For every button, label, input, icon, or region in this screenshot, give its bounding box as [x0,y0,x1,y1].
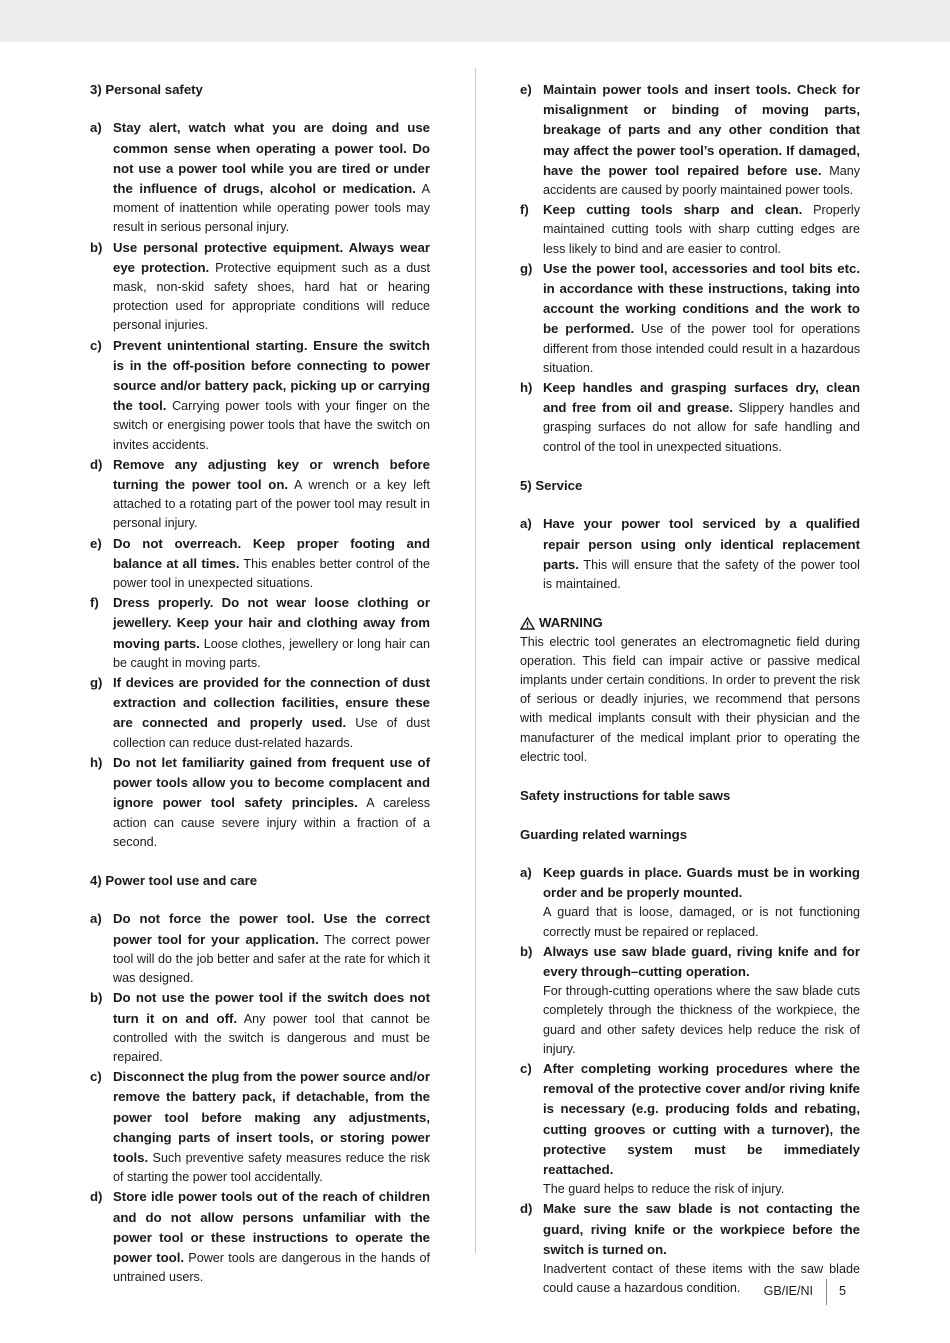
list-item [520,514,860,594]
list-item [90,118,430,237]
left-column [90,80,430,1287]
page-number: 5 [839,1284,846,1298]
column-divider [475,68,476,1253]
item-explanation: A guard that is loose, damaged, or is not functioning correctly must be repaired or replaced. [543,905,860,939]
item-body [543,378,860,457]
list-item [520,200,860,259]
item-body [113,1067,430,1187]
item-instruction: Disconnect the plug from the power source and/or remove the battery pack, if detachable, from the power tool before making any adjustments, changing parts of insert tools, or storing power tools. [113,1069,430,1165]
item-explanation: A careless action can cause severe injury within a fraction of a second. [113,796,430,849]
item-letter: e) [90,535,102,551]
item-body [113,238,430,336]
list-item [520,259,860,378]
item-body [543,1059,860,1199]
top-bar [0,0,950,42]
item-explanation: Such preventive safety measures reduce the risk of starting the power tool accidentally. [113,1150,431,1185]
power-tool-use-list [90,909,430,1287]
list-item [520,942,860,1059]
item-explanation: Carrying power tools with your finger on the switch or energising power tools that have the switch on invites accidents. [113,399,430,452]
list-item [90,593,430,673]
item-instruction: Do not overreach. Keep proper footing and balance at all times. [113,535,430,571]
section-heading-guarding: Guarding related warnings [520,826,688,842]
personal-safety-list [90,118,430,852]
item-instruction: If devices are provided for the connection of dust extraction and collection facilities, ensure these are connected and properly used. [113,675,430,731]
item-explanation: Properly maintained cutting tools with sharp cutting edges are less likely to bind and are easier to control. [543,203,861,256]
item-body [113,534,430,594]
item-body [543,514,860,594]
item-letter: a) [520,516,532,532]
item-instruction: Make sure the saw blade is not contacting the guard, riving knife or the workpiece before the switch is turned on. [543,1201,860,1257]
item-letter: f) [520,202,529,218]
warning-triangle-icon [520,617,535,630]
item-instruction: Do not force the power tool. Use the correct power tool for your application. [113,911,430,947]
list-item [520,80,860,200]
item-instruction: Do not use the power tool if the switch does not turn it on and off. [113,990,430,1026]
list-item [90,238,430,336]
item-letter: g) [520,260,533,276]
list-item [90,336,430,455]
section-heading-power-tool-use: 4) Power tool use and care [90,873,258,889]
item-explanation: A wrench or a key left attached to a rotating part of the power tool may result in personal injury. [113,478,430,531]
list-item [90,909,430,988]
item-instruction: Stay alert, watch what you are doing and use common sense when operating a power tool. Do not use a power tool while you are tired or under the influence of drugs, alcohol or medication. [113,120,430,196]
section-heading-table-saws: Safety instructions for table saws [520,788,731,804]
item-body [543,863,860,942]
item-body [113,1187,430,1287]
item-body [113,118,430,237]
item-instruction: Use the power tool, accessories and tool bits etc. in accordance with these instructions, taking into account the working conditions and the work to be performed. [543,260,860,337]
list-item [90,455,430,534]
item-letter: b) [90,239,103,255]
right-column [520,80,860,1299]
footer-divider [826,1279,827,1305]
item-instruction: Always use saw blade guard, riving knife and for every through–cutting operation. [543,943,860,980]
item-instruction: Prevent unintentional starting. Ensure the switch is in the off-position before connecting to power source and/or battery pack, picking up or carrying the tool. [113,337,430,414]
item-explanation: This enables better control of the power tool in unexpected situations. [113,556,430,591]
item-instruction: After completing working procedures where the removal of the protective cover and/or riving knife is necessary (e.g. producing folds and rebating, cutting grooves or cutting with a turnover), the protective system must be immediately reattached. [543,1061,860,1178]
item-instruction: Keep handles and grasping surfaces dry, clean and free from oil and grease. [543,380,860,416]
item-body [113,988,430,1067]
item-explanation: Inadvertent contact of these items with the saw blade could cause a hazardous condition. [543,1262,860,1296]
item-explanation: Use of dust collection can reduce dust-related hazards. [113,716,431,750]
item-explanation: Power tools are dangerous in the hands of untrained users. [113,1250,431,1285]
item-body [113,753,430,852]
item-explanation: The correct power tool will do the job better and safer at the rate for which it was designed. [113,932,430,986]
item-body [543,80,860,200]
warning-heading [520,613,860,632]
item-body [113,673,430,753]
item-body [543,259,860,378]
item-letter: a) [90,120,102,136]
item-explanation: Protective equipment such as a dust mask, non-skid safety shoes, hard hat or hearing protection used for appropriate conditions will reduce personal injuries. [113,260,430,333]
item-letter: e) [520,82,532,97]
section-heading-service: 5) Service [520,478,583,494]
item-instruction: Use personal protective equipment. Always wear eye protection. [113,239,430,275]
item-explanation: Use of the power tool for operations different from those intended could result in a hazardous situation. [543,322,861,375]
list-item [90,534,430,594]
item-instruction: Keep guards in place. Guards must be in working order and be properly mounted. [543,865,860,901]
item-explanation: Slippery handles and grasping surfaces do not allow for safe handling and control of the tool in unexpected situations. [543,401,861,454]
item-letter: h) [520,380,533,396]
item-letter: a) [90,911,102,927]
list-item [520,1059,860,1199]
item-body [113,336,430,455]
item-letter: d) [90,456,103,472]
item-instruction: Do not let familiarity gained from frequent use of power tools allow you to become complacent and ignore power tool safety principles. [113,754,430,811]
item-letter: c) [90,337,102,353]
item-letter: b) [90,990,103,1006]
guarding-list [520,863,860,1298]
list-item [90,1187,430,1287]
item-explanation: Any power tool that cannot be controlled with the switch is dangerous and must be repaired. [113,1011,430,1064]
power-tool-use-list-continued [520,80,860,457]
item-body [543,942,860,1059]
section-heading-personal-safety: 3) Personal safety [90,82,203,97]
item-instruction: Keep cutting tools sharp and clean. [543,202,803,218]
item-instruction: Have your power tool serviced by a qualified repair person using only identical replacement parts. [543,516,860,572]
list-item [520,863,860,942]
item-letter: d) [520,1201,533,1217]
item-letter: c) [90,1069,102,1085]
item-instruction: Store idle power tools out of the reach of children and do not allow persons unfamiliar with the power tool or these instructions to operate the power tool. [113,1189,430,1265]
item-body [113,909,430,988]
item-explanation: The guard helps to reduce the risk of injury. [543,1182,785,1197]
list-item [90,1067,430,1187]
item-letter: b) [520,943,533,959]
list-item [90,753,430,852]
item-body [113,455,430,534]
page-footer [720,1283,860,1303]
item-instruction: Maintain power tools and insert tools. Check for misalignment or binding of moving parts, breakage of parts and any other condition that may affect the power tool’s operation. If damaged, have the power tool repaired before use. [543,82,860,178]
warning-title: WARNING [539,615,603,631]
list-item [520,378,860,457]
item-explanation: Many accidents are caused by poorly maintained power tools. [543,163,861,198]
item-explanation: Loose clothes, jewellery or long hair can be caught in moving parts. [113,636,431,670]
list-item [90,988,430,1067]
item-explanation: This will ensure that the safety of the power tool is maintained. [543,557,860,592]
service-list [520,514,860,594]
item-body [113,593,430,673]
item-instruction: Remove any adjusting key or wrench before turning the power tool on. [113,456,430,493]
item-body [543,200,860,259]
list-item [90,673,430,753]
item-letter: f) [90,595,99,611]
item-letter: c) [520,1061,532,1077]
item-letter: a) [520,865,532,881]
item-letter: g) [90,675,103,691]
item-letter: h) [90,754,103,770]
warning-text: This electric tool generates an electromagnetic field during operation. This field can impair active or passive medical implants under certain conditions. In order to prevent the risk of serious or deadly injuries, we recommend that persons with medical implants consult with their physician and the manufacturer of the medical implant prior to operating the electric tool. [520,634,860,764]
item-letter: d) [90,1189,103,1205]
item-explanation: For through-cutting operations where the saw blade cuts completely through the thickness of the workpiece, the guard and other safety devices help reduce the risk of injury. [543,984,860,1056]
item-instruction: Dress properly. Do not wear loose clothing or jewellery. Keep your hair and clothing away from moving parts. [113,595,430,651]
item-explanation: A moment of inattention while operating power tools may result in serious personal injury. [113,182,430,235]
region-code: GB/IE/NI [763,1284,813,1298]
